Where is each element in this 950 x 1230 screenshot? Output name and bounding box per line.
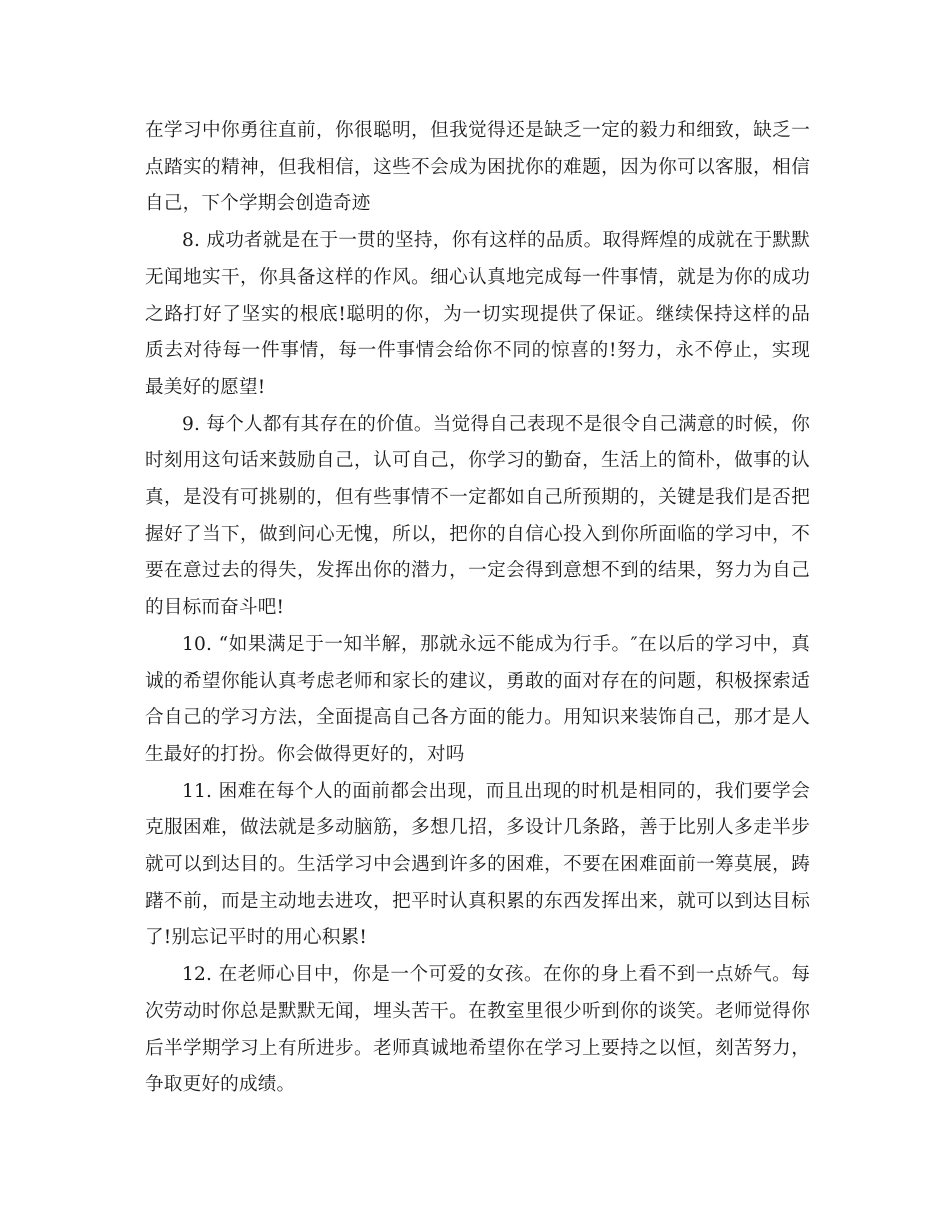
document-body	[145, 113, 810, 1104]
paragraph-text: 在学习中你勇往直前，你很聪明，但我觉得还是缺乏一定的毅力和细致，缺乏一点踏实的精神，但我相信，这些不会成为困扰你的难题，因为你可以客服，相信自己，下个学期会创造奇迹	[145, 120, 810, 215]
paragraph-12	[145, 957, 810, 1104]
paragraph-number: 9.	[182, 413, 201, 435]
paragraph-number: 8.	[182, 230, 201, 252]
paragraph-10	[145, 627, 810, 774]
paragraph-8	[145, 223, 810, 407]
paragraph-number: 12.	[182, 964, 213, 986]
paragraph-text: 在老师心目中，你是一个可爱的女孩。在你的身上看不到一点娇气。每次劳动时你总是默默无闻，埋头苦干。在教室里很少听到你的谈笑。老师觉得你后半学期学习上有所进步。老师真诚地希望你在学习上要持之以恒，刻苦努力，争取更好的成绩。	[145, 964, 810, 1096]
paragraph-number: 10.	[182, 633, 213, 655]
paragraph-number: 11.	[182, 780, 213, 802]
paragraph-continued	[145, 113, 810, 223]
paragraph-text: “如果满足于一知半解，那就永远不能成为行手。″在以后的学习中，真诚的希望你能认真考虑老师和家长的建议，勇敢的面对存在的问题，积极探索适合自己的学习方法，全面提高自己各方面的能力。用知识来装饰自己，那才是人生最好的打扮。你会做得更好的，对吗	[145, 633, 810, 765]
paragraph-11	[145, 774, 810, 958]
paragraph-text: 困难在每个人的面前都会出现，而且出现的时机是相同的，我们要学会克服困难，做法就是多动脑筋，多想几招，多设计几条路，善于比别人多走半步就可以到达目的。生活学习中会遇到许多的困难，不要在困难面前一筹莫展，踌躇不前，而是主动地去进攻，把平时认真积累的东西发挥出来，就可以到达目标了!别忘记平时的用心积累!	[145, 780, 810, 949]
paragraph-9	[145, 407, 810, 627]
paragraph-text: 成功者就是在于一贯的坚持，你有这样的品质。取得辉煌的成就在于默默无闻地实干，你具备这样的作风。细心认真地完成每一件事情，就是为你的成功之路打好了坚实的根底!聪明的你，为一切实现提供了保证。继续保持这样的品质去对待每一件事情，每一件事情会给你不同的惊喜的!努力，永不停止，实现最美好的愿望!	[145, 230, 810, 398]
paragraph-text: 每个人都有其存在的价值。当觉得自己表现不是很令自己满意的时候，你时刻用这句话来鼓励自己，认可自己，你学习的勤奋，生活上的简朴，做事的认真，是没有可挑剔的，但有些事情不一定都如自己所预期的，关键是我们是否把握好了当下，做到问心无愧，所以，把你的自信心投入到你所面临的学习中，不要在意过去的得失，发挥出你的潜力，一定会得到意想不到的结果，努力为自己的目标而奋斗吧!	[145, 413, 810, 619]
